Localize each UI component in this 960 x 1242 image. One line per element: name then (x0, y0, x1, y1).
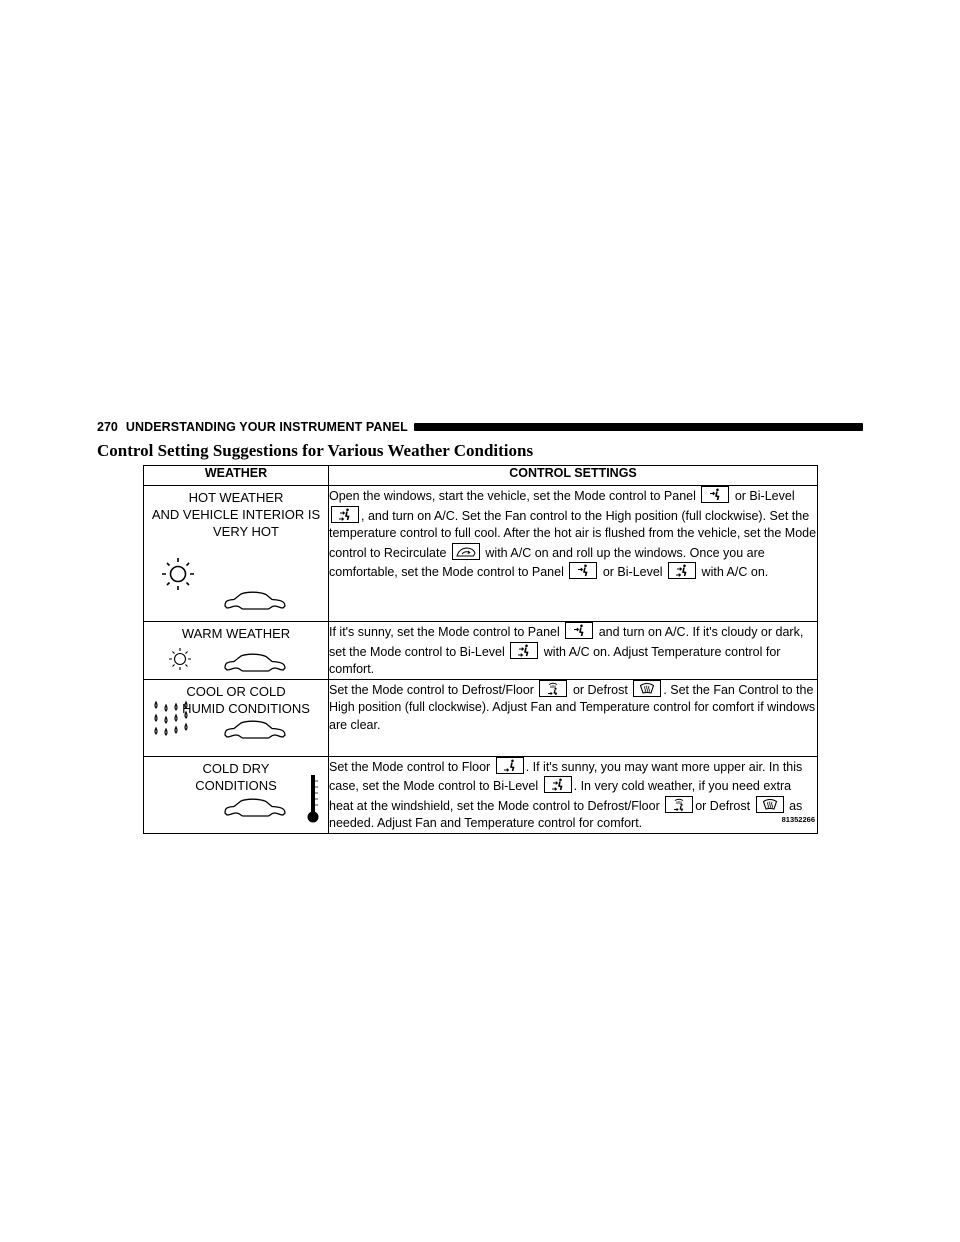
weather-settings-table (143, 465, 818, 834)
settings-column-header: CONTROL SETTINGS (329, 466, 818, 486)
defrost-mode-icon (756, 796, 784, 813)
weather-label: HOT WEATHER AND VEHICLE INTERIOR IS VERY HOT (151, 490, 321, 539)
weather-label: COLD DRY CONDITIONS (195, 760, 277, 793)
bi-level-mode-icon (331, 506, 359, 523)
figure-code: 81352266 (781, 815, 815, 824)
weather-label: WARM WEATHER (181, 626, 291, 641)
recirculate-icon (452, 543, 480, 560)
settings-cell-cool-humid: Set the Mode control to Defrost/Floor or Defrost . Set the Fan Control to the High position (full clockwise). Adjust Fan and Temperature control for comfort if windows are clear. (329, 679, 818, 756)
car-icon (222, 797, 288, 819)
panel-mode-icon (701, 486, 729, 503)
car-icon (222, 590, 288, 612)
weather-cell-hot (144, 486, 329, 622)
table-header-row (144, 466, 818, 486)
table-row (144, 756, 818, 833)
page-number: 270 (97, 420, 118, 434)
defrost-floor-mode-icon (665, 796, 693, 813)
settings-cell-cold-dry: Set the Mode control to Floor . If it's sunny, you may want more upper air. In this case, set the Mode control to Bi-Level . In very cold weather, if you need extra heat at the windshield, set the Mode control to Defrost/Floor or Defrost as needed. Adjust Fan and Temperature control for comfort. 81352266 (329, 756, 818, 833)
weather-column-header: WEATHER (144, 466, 329, 486)
defrost-mode-icon (633, 680, 661, 697)
weather-cell-cold-dry (144, 756, 329, 833)
raindrops-icon (152, 700, 194, 740)
page-header (97, 418, 863, 436)
table-row (144, 622, 818, 680)
sun-icon (158, 552, 198, 596)
bi-level-mode-icon (668, 562, 696, 579)
thermometer-icon (306, 773, 320, 825)
bi-level-mode-icon (510, 642, 538, 659)
settings-cell-warm: If it's sunny, set the Mode control to Panel and turn on A/C. If it's cloudy or dark, set the Mode control to Bi-Level with A/C on. Adjust Temperature control for comfort. (329, 622, 818, 680)
panel-mode-icon (569, 562, 597, 579)
section-name: UNDERSTANDING YOUR INSTRUMENT PANEL (125, 420, 408, 434)
table-row (144, 679, 818, 756)
weather-cell-warm (144, 622, 329, 680)
car-icon (222, 652, 288, 674)
table-row (144, 486, 818, 622)
car-icon (222, 719, 288, 741)
sun-icon (164, 643, 196, 675)
weather-label: COOL OR COLD HUMID CONDITIONS (182, 683, 310, 716)
page-title: Control Setting Suggestions for Various Weather Conditions (97, 441, 534, 460)
weather-cell-cool-humid (144, 679, 329, 756)
settings-cell-hot: Open the windows, start the vehicle, set the Mode control to Panel or Bi-Level , and turn on A/C. Set the Fan control to the High position (full clockwise). Set the temperature control to full cool. After the hot air is flushed from the vehicle, set the Mode control to Recirculate with A/C on and roll up the windows. Once you are comfortable, set the Mode control to Panel or Bi-Level with A/C on. (329, 486, 818, 622)
bi-level-mode-icon (544, 776, 572, 793)
header-rule (414, 423, 863, 431)
defrost-floor-mode-icon (539, 680, 567, 697)
floor-mode-icon (496, 757, 524, 774)
panel-mode-icon (565, 622, 593, 639)
